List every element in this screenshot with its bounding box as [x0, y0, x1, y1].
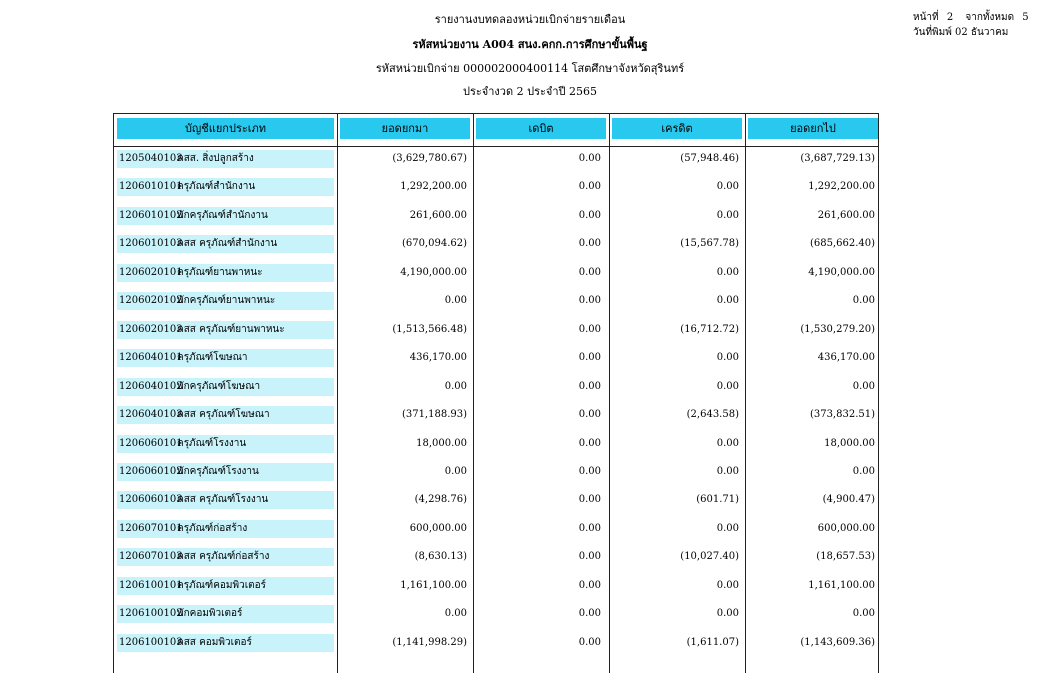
credit-amount: (15,567.78) — [680, 238, 739, 250]
brought-forward-amount: 0.00 — [444, 465, 467, 477]
carried-forward-amount: 0.00 — [852, 608, 875, 620]
account-name: คสส ครุภัณฑ์ก่อสร้าง — [177, 551, 270, 563]
account-code: 1206040101 — [119, 352, 183, 364]
account-cell — [117, 235, 334, 253]
account-name: คสส ครุภัณฑ์โรงงาน — [177, 494, 269, 506]
brought-forward-amount: 0.00 — [444, 380, 467, 392]
account-name: ครุภัณฑ์โฆษณา — [177, 352, 248, 364]
credit-amount: 0.00 — [716, 437, 739, 449]
period-line: ประจำงวด 2 ประจำปี 2565 — [463, 85, 597, 98]
debit-amount: 0.00 — [578, 551, 601, 563]
carried-forward-amount: (18,657.53) — [816, 551, 875, 563]
debit-amount: 0.00 — [578, 352, 601, 364]
debit-amount: 0.00 — [578, 465, 601, 477]
table-row — [114, 207, 878, 227]
col-header-brought-forward: ยอดยกมา — [340, 118, 470, 139]
account-cell — [117, 491, 334, 509]
brought-forward-amount: 18,000.00 — [416, 437, 467, 449]
account-cell — [117, 349, 334, 367]
carried-forward-amount: 0.00 — [852, 380, 875, 392]
page-info — [913, 10, 1029, 25]
account-name: คสส ครุภัณฑ์ยานพาหนะ — [177, 323, 285, 335]
report-title: รายงานงบทดลองหน่วยเบิกจ่ายรายเดือน — [434, 13, 626, 26]
col-header-carried-forward: ยอดยกไป — [748, 118, 878, 139]
account-name: คสส. สิ่งปลูกสร้าง — [177, 153, 254, 164]
table-row — [114, 150, 878, 170]
page-label: หน้าที่ — [913, 12, 939, 23]
credit-amount: (2,643.58) — [686, 409, 739, 421]
payer-line: รหัสหน่วยเบิกจ่าย 000002000400114 โสตศึกษาจังหวัดสุรินทร์ — [375, 62, 685, 75]
debit-amount: 0.00 — [578, 636, 601, 648]
brought-forward-amount: 1,292,200.00 — [400, 181, 467, 193]
debit-amount: 0.00 — [578, 437, 601, 449]
account-name: พักครุภัณฑ์โรงงาน — [177, 465, 259, 477]
table-row — [114, 235, 878, 255]
account-code: 1206100102 — [119, 608, 183, 620]
carried-forward-amount: 0.00 — [852, 295, 875, 307]
account-code: 1206060101 — [119, 437, 183, 449]
brought-forward-amount: (4,298.76) — [414, 494, 467, 506]
unit-code-line: รหัสหน่วยงาน A004 สนง.คกก.การศึกษาขั้นพื้นฐ — [412, 38, 648, 51]
account-cell — [117, 321, 334, 339]
carried-forward-amount: 436,170.00 — [817, 352, 875, 364]
credit-amount: 0.00 — [716, 266, 739, 278]
table-row — [114, 491, 878, 511]
brought-forward-amount: 4,190,000.00 — [400, 266, 467, 278]
table-row — [114, 349, 878, 369]
debit-amount: 0.00 — [578, 380, 601, 392]
credit-amount: 0.00 — [716, 579, 739, 591]
debit-amount: 0.00 — [578, 522, 601, 534]
account-code: 1206100103 — [119, 636, 183, 648]
credit-amount: 0.00 — [716, 181, 739, 193]
credit-amount: 0.00 — [716, 608, 739, 620]
brought-forward-amount: 436,170.00 — [409, 352, 467, 364]
account-name: พักครุภัณฑ์สำนักงาน — [177, 209, 268, 221]
account-code: 1206020101 — [119, 266, 183, 278]
debit-amount: 0.00 — [578, 295, 601, 307]
debit-amount: 0.00 — [578, 409, 601, 421]
table-row — [114, 634, 878, 654]
account-cell — [117, 178, 334, 196]
credit-amount: 0.00 — [716, 465, 739, 477]
account-code: 1206100101 — [119, 579, 183, 591]
brought-forward-amount: (1,513,566.48) — [392, 323, 467, 335]
credit-amount: (10,027.40) — [680, 551, 739, 563]
account-code: 1206040102 — [119, 380, 183, 392]
brought-forward-amount: (8,630.13) — [414, 551, 467, 563]
account-name: คสส ครุภัณฑ์โฆษณา — [177, 409, 270, 421]
brought-forward-amount: 0.00 — [444, 608, 467, 620]
credit-amount: 0.00 — [716, 352, 739, 364]
debit-amount: 0.00 — [578, 266, 601, 278]
account-cell — [117, 406, 334, 424]
debit-amount: 0.00 — [578, 153, 601, 164]
account-name: พักครุภัณฑ์ยานพาหนะ — [177, 295, 276, 307]
account-cell — [117, 577, 334, 595]
credit-amount: 0.00 — [716, 295, 739, 307]
account-code: 1205040103 — [119, 153, 183, 164]
account-name: ครุภัณฑ์สำนักงาน — [177, 181, 256, 193]
account-name: คสส ครุภัณฑ์สำนักงาน — [177, 238, 278, 250]
credit-amount: 0.00 — [716, 209, 739, 221]
table-row — [114, 463, 878, 483]
table-row — [114, 435, 878, 455]
brought-forward-amount: 261,600.00 — [409, 209, 467, 221]
col-header-debit: เดบิต — [476, 118, 606, 139]
account-name: คสส คอมพิวเตอร์ — [177, 636, 252, 648]
table-row — [114, 178, 878, 198]
account-cell — [117, 520, 334, 538]
account-code: 1206060102 — [119, 465, 183, 477]
account-code: 1206020103 — [119, 323, 183, 335]
carried-forward-amount: 600,000.00 — [817, 522, 875, 534]
account-cell — [117, 634, 334, 652]
carried-forward-amount: 261,600.00 — [817, 209, 875, 221]
debit-amount: 0.00 — [578, 608, 601, 620]
account-code: 1206070101 — [119, 522, 183, 534]
account-cell — [117, 378, 334, 396]
table-row — [114, 605, 878, 625]
debit-amount: 0.00 — [578, 579, 601, 591]
carried-forward-amount: 18,000.00 — [824, 437, 875, 449]
brought-forward-amount: 0.00 — [444, 295, 467, 307]
account-name: พักครุภัณฑ์โฆษณา — [177, 380, 261, 392]
account-code: 1206070103 — [119, 551, 183, 563]
carried-forward-amount: (3,687,729.13) — [800, 153, 875, 164]
carried-forward-amount: (373,832.51) — [809, 409, 875, 421]
credit-amount: (57,948.46) — [680, 153, 739, 164]
brought-forward-amount: 600,000.00 — [409, 522, 467, 534]
debit-amount: 0.00 — [578, 209, 601, 221]
table-row — [114, 321, 878, 341]
account-code: 1206060103 — [119, 494, 183, 506]
credit-amount: (601.71) — [696, 494, 739, 506]
carried-forward-amount: (4,900.47) — [822, 494, 875, 506]
account-cell — [117, 548, 334, 566]
col-header-credit: เครดิต — [612, 118, 742, 139]
brought-forward-amount: (371,188.93) — [401, 409, 467, 421]
account-cell — [117, 207, 334, 225]
brought-forward-amount: (1,141,998.29) — [392, 636, 467, 648]
table-row — [114, 264, 878, 284]
table-row — [114, 577, 878, 597]
print-date: วันที่พิมพ์ 02 ธันวาคม — [913, 27, 1009, 38]
ledger-table — [113, 113, 879, 673]
total-label: จากทั้งหมด — [965, 12, 1015, 23]
credit-amount: 0.00 — [716, 522, 739, 534]
header-divider — [114, 146, 878, 147]
carried-forward-amount: (685,662.40) — [809, 238, 875, 250]
carried-forward-amount: 1,292,200.00 — [808, 181, 875, 193]
table-row — [114, 378, 878, 398]
credit-amount: (16,712.72) — [680, 323, 739, 335]
carried-forward-amount: (1,143,609.36) — [800, 636, 875, 648]
table-row — [114, 520, 878, 540]
table-row — [114, 548, 878, 568]
brought-forward-amount: 1,161,100.00 — [400, 579, 467, 591]
credit-amount: (1,611.07) — [686, 636, 739, 648]
debit-amount: 0.00 — [578, 181, 601, 193]
carried-forward-amount: 1,161,100.00 — [808, 579, 875, 591]
account-code: 1206010102 — [119, 209, 183, 221]
page-number: 2 — [946, 12, 954, 23]
account-cell — [117, 435, 334, 453]
account-cell — [117, 292, 334, 310]
account-name: พักคอมพิวเตอร์ — [177, 608, 243, 620]
account-code: 1206020102 — [119, 295, 183, 307]
account-code: 1206040103 — [119, 409, 183, 421]
account-code: 1206010103 — [119, 238, 183, 250]
carried-forward-amount: 4,190,000.00 — [808, 266, 875, 278]
brought-forward-amount: (670,094.62) — [401, 238, 467, 250]
account-name: ครุภัณฑ์โรงงาน — [177, 437, 247, 449]
account-cell — [117, 264, 334, 282]
account-code: 1206010101 — [119, 181, 183, 193]
account-cell — [117, 605, 334, 623]
table-row — [114, 292, 878, 312]
debit-amount: 0.00 — [578, 238, 601, 250]
table-row — [114, 406, 878, 426]
account-name: ครุภัณฑ์คอมพิวเตอร์ — [177, 579, 267, 591]
account-name: ครุภัณฑ์ยานพาหนะ — [177, 266, 263, 278]
account-cell — [117, 150, 334, 168]
credit-amount: 0.00 — [716, 380, 739, 392]
debit-amount: 0.00 — [578, 323, 601, 335]
account-cell — [117, 463, 334, 481]
carried-forward-amount: (1,530,279.20) — [800, 323, 875, 335]
account-name: ครุภัณฑ์ก่อสร้าง — [177, 522, 248, 534]
carried-forward-amount: 0.00 — [852, 465, 875, 477]
col-header-account: บัญชีแยกประเภท — [117, 118, 334, 139]
total-pages: 5 — [1022, 12, 1029, 23]
debit-amount: 0.00 — [578, 494, 601, 506]
brought-forward-amount: (3,629,780.67) — [392, 153, 467, 164]
